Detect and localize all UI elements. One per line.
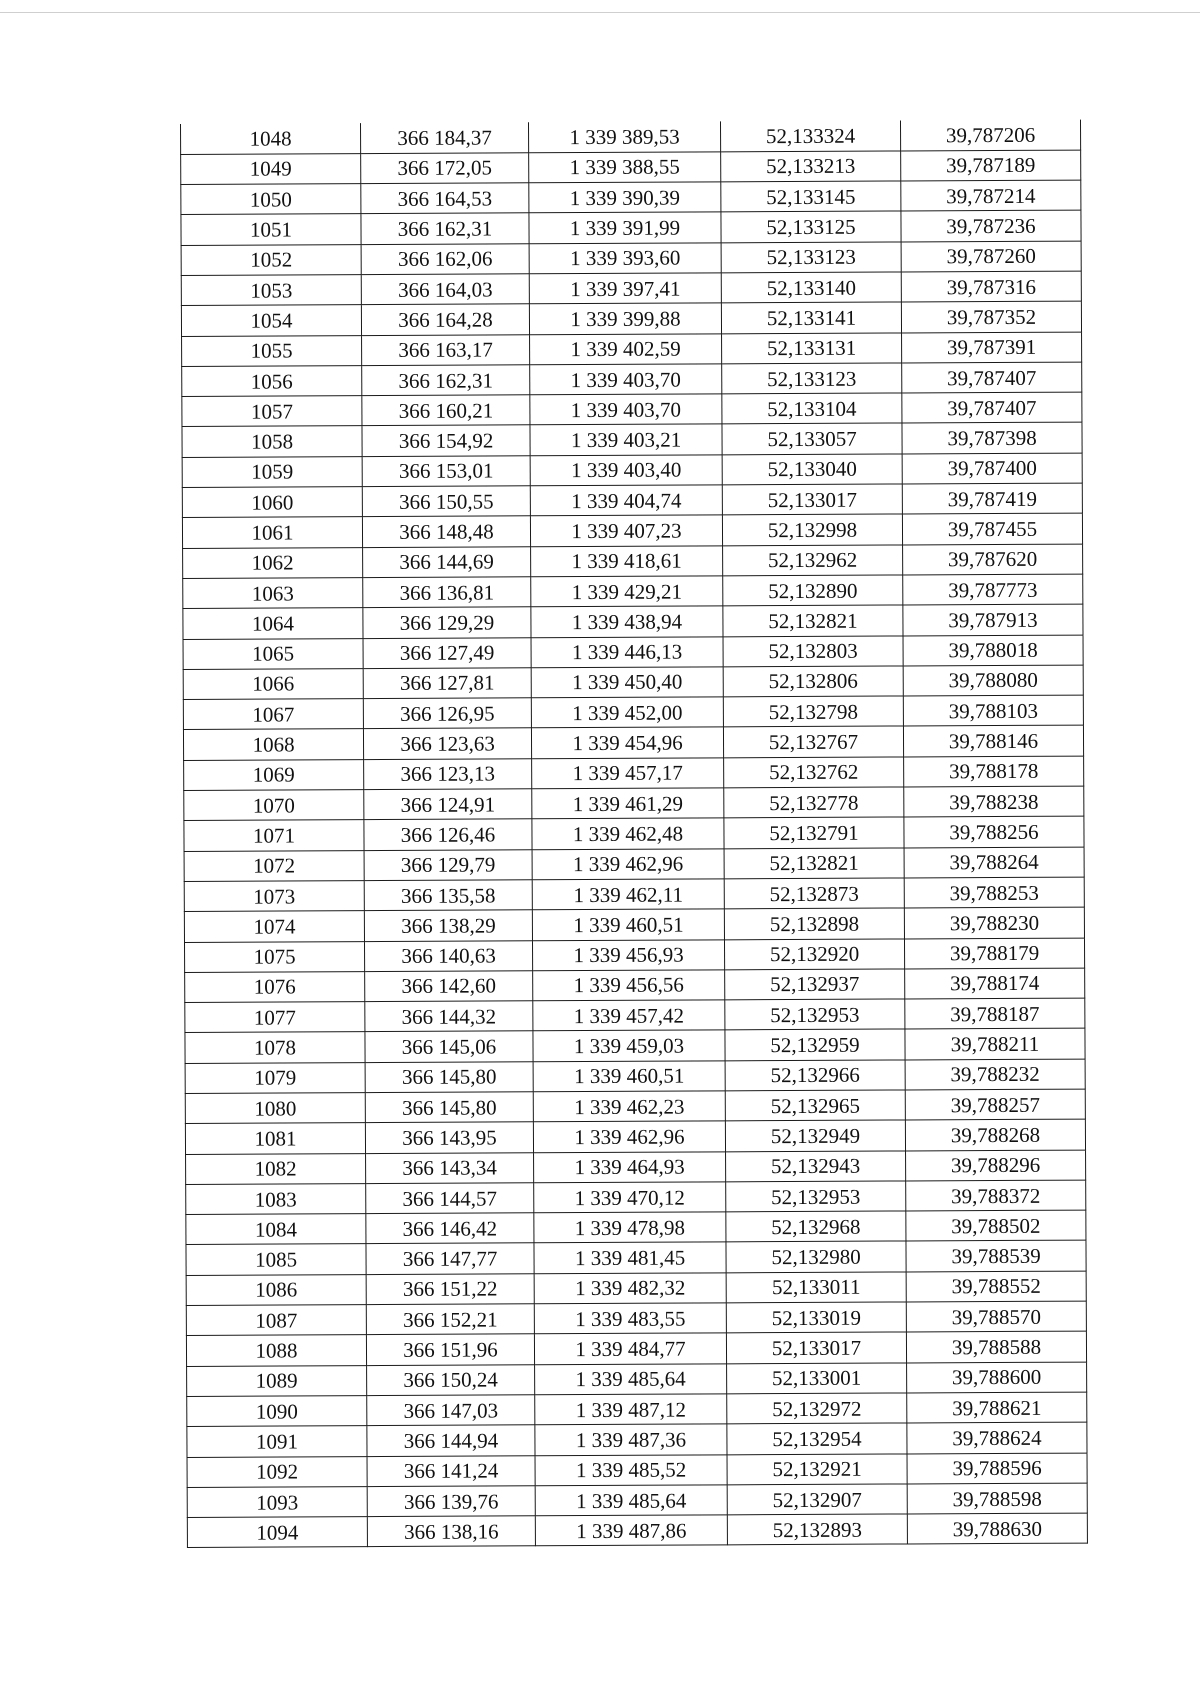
- table-row: [184, 847, 1084, 882]
- table-row: [182, 362, 1082, 397]
- y-coordinate-cell: 1 339 397,41: [529, 273, 721, 304]
- y-coordinate-cell: 1 339 399,88: [529, 303, 721, 334]
- table-row: [181, 210, 1081, 245]
- y-coordinate-cell: 1 339 470,12: [534, 1182, 726, 1213]
- point-number-cell: 1055: [182, 335, 362, 366]
- table-row: [181, 120, 1081, 155]
- latitude-cell: 52,132873: [724, 878, 904, 909]
- longitude-cell: 39,788264: [904, 847, 1084, 878]
- longitude-cell: 39,787206: [900, 120, 1080, 151]
- table-row: [186, 1210, 1086, 1245]
- x-coordinate-cell: 366 184,37: [360, 122, 528, 153]
- y-coordinate-cell: 1 339 450,40: [531, 667, 723, 698]
- latitude-cell: 52,132943: [726, 1151, 906, 1182]
- latitude-cell: 52,133019: [726, 1302, 906, 1333]
- longitude-cell: 39,787398: [902, 423, 1082, 454]
- y-coordinate-cell: 1 339 404,74: [530, 485, 722, 516]
- point-number-cell: 1065: [183, 638, 363, 669]
- longitude-cell: 39,787407: [902, 362, 1082, 393]
- point-number-cell: 1053: [181, 275, 361, 306]
- y-coordinate-cell: 1 339 482,32: [534, 1273, 726, 1304]
- longitude-cell: 39,787419: [902, 483, 1082, 514]
- longitude-cell: 39,788621: [907, 1392, 1087, 1423]
- y-coordinate-cell: 1 339 388,55: [529, 152, 721, 183]
- latitude-cell: 52,133125: [721, 211, 901, 242]
- table-row: [185, 968, 1085, 1003]
- point-number-cell: 1073: [184, 881, 364, 912]
- y-coordinate-cell: 1 339 460,51: [532, 909, 724, 940]
- x-coordinate-cell: 366 153,01: [362, 456, 530, 487]
- y-coordinate-cell: 1 339 403,21: [530, 424, 722, 455]
- latitude-cell: 52,132954: [727, 1423, 907, 1454]
- latitude-cell: 52,132890: [723, 575, 903, 606]
- x-coordinate-cell: 366 129,29: [363, 607, 531, 638]
- latitude-cell: 52,132966: [725, 1060, 905, 1091]
- point-number-cell: 1056: [182, 365, 362, 396]
- longitude-cell: 39,787455: [902, 513, 1082, 544]
- latitude-cell: 52,132803: [723, 636, 903, 667]
- latitude-cell: 52,133057: [722, 423, 902, 454]
- x-coordinate-cell: 366 151,22: [366, 1274, 534, 1305]
- table-row: [184, 816, 1084, 851]
- longitude-cell: 39,788211: [905, 1028, 1085, 1059]
- table-row: [186, 1241, 1086, 1276]
- point-number-cell: 1075: [184, 941, 364, 972]
- x-coordinate-cell: 366 138,29: [364, 910, 532, 941]
- x-coordinate-cell: 366 139,76: [367, 1486, 535, 1517]
- table-row: [182, 332, 1082, 367]
- x-coordinate-cell: 366 136,81: [363, 577, 531, 608]
- longitude-cell: 39,787236: [901, 210, 1081, 241]
- latitude-cell: 52,132920: [724, 938, 904, 969]
- x-coordinate-cell: 366 127,81: [363, 668, 531, 699]
- x-coordinate-cell: 366 144,32: [365, 1001, 533, 1032]
- x-coordinate-cell: 366 126,46: [364, 819, 532, 850]
- table-row: [183, 695, 1083, 730]
- point-number-cell: 1063: [183, 578, 363, 609]
- latitude-cell: 52,132806: [723, 666, 903, 697]
- x-coordinate-cell: 366 147,77: [366, 1243, 534, 1274]
- latitude-cell: 52,133140: [721, 272, 901, 303]
- longitude-cell: 39,787316: [901, 271, 1081, 302]
- table-row: [184, 877, 1084, 912]
- y-coordinate-cell: 1 339 446,13: [531, 636, 723, 667]
- longitude-cell: 39,788268: [905, 1119, 1085, 1150]
- point-number-cell: 1061: [182, 517, 362, 548]
- point-number-cell: 1054: [181, 305, 361, 336]
- point-number-cell: 1066: [183, 668, 363, 699]
- point-number-cell: 1091: [187, 1426, 367, 1457]
- latitude-cell: 52,133123: [722, 363, 902, 394]
- y-coordinate-cell: 1 339 457,42: [533, 1000, 725, 1031]
- point-number-cell: 1090: [187, 1396, 367, 1427]
- x-coordinate-cell: 366 148,48: [362, 516, 530, 547]
- table-row: [187, 1422, 1087, 1457]
- latitude-cell: 52,132907: [727, 1484, 907, 1515]
- point-number-cell: 1050: [181, 184, 361, 215]
- point-number-cell: 1092: [187, 1456, 367, 1487]
- latitude-cell: 52,133141: [721, 302, 901, 333]
- y-coordinate-cell: 1 339 452,00: [531, 697, 723, 728]
- x-coordinate-cell: 366 144,57: [366, 1183, 534, 1214]
- y-coordinate-cell: 1 339 438,94: [531, 606, 723, 637]
- longitude-cell: 39,788178: [904, 756, 1084, 787]
- y-coordinate-cell: 1 339 403,70: [530, 394, 722, 425]
- longitude-cell: 39,787913: [903, 604, 1083, 635]
- table-row: [181, 180, 1081, 215]
- latitude-cell: 52,133001: [727, 1363, 907, 1394]
- point-number-cell: 1094: [187, 1517, 367, 1548]
- table-row: [183, 574, 1083, 609]
- table-row: [182, 513, 1082, 548]
- coordinates-table-body: [181, 120, 1088, 1548]
- latitude-cell: 52,132921: [727, 1454, 907, 1485]
- longitude-cell: 39,787620: [903, 544, 1083, 575]
- table-row: [187, 1483, 1087, 1518]
- longitude-cell: 39,787773: [903, 574, 1083, 605]
- y-coordinate-cell: 1 339 483,55: [534, 1303, 726, 1334]
- table-row: [186, 1301, 1086, 1336]
- table-row: [184, 786, 1084, 821]
- x-coordinate-cell: 366 127,49: [363, 637, 531, 668]
- latitude-cell: 52,132962: [723, 545, 903, 576]
- y-coordinate-cell: 1 339 457,17: [532, 758, 724, 789]
- y-coordinate-cell: 1 339 459,03: [533, 1030, 725, 1061]
- longitude-cell: 39,787260: [901, 241, 1081, 272]
- longitude-cell: 39,787391: [902, 332, 1082, 363]
- x-coordinate-cell: 366 138,16: [367, 1516, 535, 1547]
- latitude-cell: 52,132893: [727, 1514, 907, 1545]
- point-number-cell: 1074: [184, 911, 364, 942]
- x-coordinate-cell: 366 154,92: [362, 425, 530, 456]
- longitude-cell: 39,788598: [907, 1483, 1087, 1514]
- x-coordinate-cell: 366 145,80: [365, 1092, 533, 1123]
- x-coordinate-cell: 366 126,95: [363, 698, 531, 729]
- y-coordinate-cell: 1 339 391,99: [529, 212, 721, 243]
- longitude-cell: 39,788600: [907, 1362, 1087, 1393]
- x-coordinate-cell: 366 144,94: [367, 1425, 535, 1456]
- y-coordinate-cell: 1 339 402,59: [530, 333, 722, 364]
- y-coordinate-cell: 1 339 456,56: [533, 970, 725, 1001]
- x-coordinate-cell: 366 151,96: [366, 1334, 534, 1365]
- latitude-cell: 52,132965: [725, 1090, 905, 1121]
- longitude-cell: 39,788179: [904, 938, 1084, 969]
- point-number-cell: 1087: [186, 1305, 366, 1336]
- latitude-cell: 52,132972: [727, 1393, 907, 1424]
- x-coordinate-cell: 366 143,34: [366, 1152, 534, 1183]
- point-number-cell: 1070: [184, 790, 364, 821]
- x-coordinate-cell: 366 141,24: [367, 1455, 535, 1486]
- point-number-cell: 1082: [186, 1153, 366, 1184]
- x-coordinate-cell: 366 162,06: [361, 243, 529, 274]
- x-coordinate-cell: 366 150,24: [367, 1364, 535, 1395]
- longitude-cell: 39,788080: [903, 665, 1083, 696]
- table-row: [184, 756, 1084, 791]
- table-row: [185, 998, 1085, 1033]
- y-coordinate-cell: 1 339 478,98: [534, 1212, 726, 1243]
- latitude-cell: 52,132953: [725, 999, 905, 1030]
- y-coordinate-cell: 1 339 464,93: [534, 1151, 726, 1182]
- latitude-cell: 52,133324: [720, 120, 900, 151]
- table-row: [187, 1513, 1087, 1548]
- x-coordinate-cell: 366 146,42: [366, 1213, 534, 1244]
- latitude-cell: 52,132778: [724, 787, 904, 818]
- latitude-cell: 52,132821: [724, 848, 904, 879]
- point-number-cell: 1051: [181, 214, 361, 245]
- latitude-cell: 52,133123: [721, 242, 901, 273]
- point-number-cell: 1077: [185, 1002, 365, 1033]
- table-row: [187, 1362, 1087, 1397]
- latitude-cell: 52,132980: [726, 1241, 906, 1272]
- table-row: [185, 1119, 1085, 1154]
- point-number-cell: 1072: [184, 850, 364, 881]
- point-number-cell: 1088: [186, 1335, 366, 1366]
- point-number-cell: 1078: [185, 1032, 365, 1063]
- y-coordinate-cell: 1 339 454,96: [531, 727, 723, 758]
- x-coordinate-cell: 366 144,69: [363, 546, 531, 577]
- point-number-cell: 1085: [186, 1244, 366, 1275]
- x-coordinate-cell: 366 129,79: [364, 849, 532, 880]
- x-coordinate-cell: 366 142,60: [365, 971, 533, 1002]
- y-coordinate-cell: 1 339 462,23: [533, 1091, 725, 1122]
- point-number-cell: 1057: [182, 396, 362, 427]
- point-number-cell: 1080: [185, 1093, 365, 1124]
- latitude-cell: 52,133040: [722, 454, 902, 485]
- latitude-cell: 52,133011: [726, 1272, 906, 1303]
- longitude-cell: 39,788257: [905, 1089, 1085, 1120]
- longitude-cell: 39,788624: [907, 1422, 1087, 1453]
- y-coordinate-cell: 1 339 403,70: [530, 364, 722, 395]
- table-row: [183, 604, 1083, 639]
- table-row: [185, 1028, 1085, 1063]
- point-number-cell: 1067: [183, 699, 363, 730]
- table-row: [181, 241, 1081, 276]
- table-row: [182, 392, 1082, 427]
- point-number-cell: 1060: [182, 487, 362, 518]
- table-row: [183, 635, 1083, 670]
- table-row: [182, 453, 1082, 488]
- longitude-cell: 39,788539: [906, 1241, 1086, 1272]
- longitude-cell: 39,788570: [906, 1301, 1086, 1332]
- x-coordinate-cell: 366 164,28: [361, 304, 529, 335]
- point-number-cell: 1058: [182, 426, 362, 457]
- point-number-cell: 1084: [186, 1214, 366, 1245]
- table-row: [184, 938, 1084, 973]
- longitude-cell: 39,788253: [904, 877, 1084, 908]
- point-number-cell: 1069: [184, 759, 364, 790]
- y-coordinate-cell: 1 339 393,60: [529, 243, 721, 274]
- y-coordinate-cell: 1 339 456,93: [532, 939, 724, 970]
- point-number-cell: 1083: [186, 1183, 366, 1214]
- longitude-cell: 39,788588: [906, 1331, 1086, 1362]
- y-coordinate-cell: 1 339 462,96: [532, 848, 724, 879]
- table-row: [186, 1150, 1086, 1185]
- latitude-cell: 52,132998: [722, 514, 902, 545]
- y-coordinate-cell: 1 339 487,36: [535, 1424, 727, 1455]
- x-coordinate-cell: 366 162,31: [361, 213, 529, 244]
- point-number-cell: 1064: [183, 608, 363, 639]
- table-row: [185, 1089, 1085, 1124]
- longitude-cell: 39,788232: [905, 1059, 1085, 1090]
- latitude-cell: 52,132767: [723, 726, 903, 757]
- y-coordinate-cell: 1 339 462,96: [533, 1121, 725, 1152]
- table-row: [181, 301, 1081, 336]
- y-coordinate-cell: 1 339 484,77: [534, 1333, 726, 1364]
- y-coordinate-cell: 1 339 429,21: [531, 576, 723, 607]
- point-number-cell: 1076: [185, 971, 365, 1002]
- table-row: [187, 1453, 1087, 1488]
- point-number-cell: 1086: [186, 1274, 366, 1305]
- x-coordinate-cell: 366 164,03: [361, 274, 529, 305]
- longitude-cell: 39,788103: [903, 695, 1083, 726]
- coordinates-table: [180, 120, 1088, 1549]
- table-row: [183, 665, 1083, 700]
- latitude-cell: 52,132959: [725, 1029, 905, 1060]
- y-coordinate-cell: 1 339 389,53: [528, 121, 720, 152]
- table-row: [183, 544, 1083, 579]
- latitude-cell: 52,132821: [723, 605, 903, 636]
- point-number-cell: 1081: [185, 1123, 365, 1154]
- latitude-cell: 52,132953: [726, 1181, 906, 1212]
- table-row: [186, 1331, 1086, 1366]
- point-number-cell: 1079: [185, 1062, 365, 1093]
- x-coordinate-cell: 366 145,80: [365, 1061, 533, 1092]
- longitude-cell: 39,788146: [903, 726, 1083, 757]
- latitude-cell: 52,132791: [724, 817, 904, 848]
- scan-edge-line: [0, 12, 1200, 13]
- longitude-cell: 39,788596: [907, 1453, 1087, 1484]
- latitude-cell: 52,133017: [726, 1332, 906, 1363]
- y-coordinate-cell: 1 339 403,40: [530, 455, 722, 486]
- latitude-cell: 52,133213: [721, 151, 901, 182]
- point-number-cell: 1068: [183, 729, 363, 760]
- x-coordinate-cell: 366 140,63: [364, 940, 532, 971]
- coordinates-table-container: [180, 120, 1087, 1549]
- table-row: [182, 483, 1082, 518]
- x-coordinate-cell: 366 162,31: [362, 365, 530, 396]
- y-coordinate-cell: 1 339 461,29: [532, 788, 724, 819]
- x-coordinate-cell: 366 160,21: [362, 395, 530, 426]
- table-row: [187, 1392, 1087, 1427]
- latitude-cell: 52,133017: [722, 484, 902, 515]
- x-coordinate-cell: 366 172,05: [361, 153, 529, 184]
- x-coordinate-cell: 366 163,17: [362, 334, 530, 365]
- table-row: [182, 423, 1082, 458]
- longitude-cell: 39,788630: [907, 1513, 1087, 1544]
- x-coordinate-cell: 366 124,91: [364, 789, 532, 820]
- longitude-cell: 39,787400: [902, 453, 1082, 484]
- y-coordinate-cell: 1 339 390,39: [529, 182, 721, 213]
- latitude-cell: 52,133104: [722, 393, 902, 424]
- latitude-cell: 52,132968: [726, 1211, 906, 1242]
- longitude-cell: 39,788502: [906, 1210, 1086, 1241]
- y-coordinate-cell: 1 339 462,48: [532, 818, 724, 849]
- longitude-cell: 39,788018: [903, 635, 1083, 666]
- point-number-cell: 1071: [184, 820, 364, 851]
- latitude-cell: 52,132798: [723, 696, 903, 727]
- x-coordinate-cell: 366 143,95: [365, 1122, 533, 1153]
- x-coordinate-cell: 366 152,21: [366, 1304, 534, 1335]
- longitude-cell: 39,788296: [906, 1150, 1086, 1181]
- point-number-cell: 1093: [187, 1486, 367, 1517]
- longitude-cell: 39,787189: [901, 150, 1081, 181]
- longitude-cell: 39,788238: [904, 786, 1084, 817]
- y-coordinate-cell: 1 339 487,12: [535, 1394, 727, 1425]
- longitude-cell: 39,788372: [906, 1180, 1086, 1211]
- latitude-cell: 52,133131: [722, 333, 902, 364]
- table-row: [184, 907, 1084, 942]
- y-coordinate-cell: 1 339 485,64: [535, 1485, 727, 1516]
- y-coordinate-cell: 1 339 460,51: [533, 1061, 725, 1092]
- table-row: [183, 726, 1083, 761]
- latitude-cell: 52,132762: [724, 757, 904, 788]
- y-coordinate-cell: 1 339 487,86: [535, 1515, 727, 1546]
- point-number-cell: 1059: [182, 456, 362, 487]
- y-coordinate-cell: 1 339 481,45: [534, 1242, 726, 1273]
- point-number-cell: 1089: [187, 1365, 367, 1396]
- longitude-cell: 39,787352: [901, 301, 1081, 332]
- y-coordinate-cell: 1 339 418,61: [531, 546, 723, 577]
- point-number-cell: 1048: [181, 123, 361, 154]
- longitude-cell: 39,788230: [904, 907, 1084, 938]
- table-row: [186, 1271, 1086, 1306]
- longitude-cell: 39,788552: [906, 1271, 1086, 1302]
- x-coordinate-cell: 366 150,55: [362, 486, 530, 517]
- x-coordinate-cell: 366 135,58: [364, 880, 532, 911]
- point-number-cell: 1052: [181, 244, 361, 275]
- table-row: [181, 271, 1081, 306]
- table-row: [186, 1180, 1086, 1215]
- x-coordinate-cell: 366 145,06: [365, 1031, 533, 1062]
- y-coordinate-cell: 1 339 485,52: [535, 1454, 727, 1485]
- table-row: [181, 150, 1081, 185]
- longitude-cell: 39,787407: [902, 392, 1082, 423]
- y-coordinate-cell: 1 339 462,11: [532, 879, 724, 910]
- x-coordinate-cell: 366 147,03: [367, 1395, 535, 1426]
- point-number-cell: 1049: [181, 153, 361, 184]
- point-number-cell: 1062: [183, 547, 363, 578]
- latitude-cell: 52,132937: [725, 969, 905, 1000]
- latitude-cell: 52,132898: [724, 908, 904, 939]
- y-coordinate-cell: 1 339 485,64: [535, 1364, 727, 1395]
- table-row: [185, 1059, 1085, 1094]
- latitude-cell: 52,132949: [725, 1120, 905, 1151]
- latitude-cell: 52,133145: [721, 181, 901, 212]
- longitude-cell: 39,788174: [905, 968, 1085, 999]
- x-coordinate-cell: 366 123,13: [364, 759, 532, 790]
- longitude-cell: 39,788256: [904, 816, 1084, 847]
- x-coordinate-cell: 366 164,53: [361, 183, 529, 214]
- x-coordinate-cell: 366 123,63: [363, 728, 531, 759]
- y-coordinate-cell: 1 339 407,23: [530, 515, 722, 546]
- longitude-cell: 39,787214: [901, 180, 1081, 211]
- longitude-cell: 39,788187: [905, 998, 1085, 1029]
